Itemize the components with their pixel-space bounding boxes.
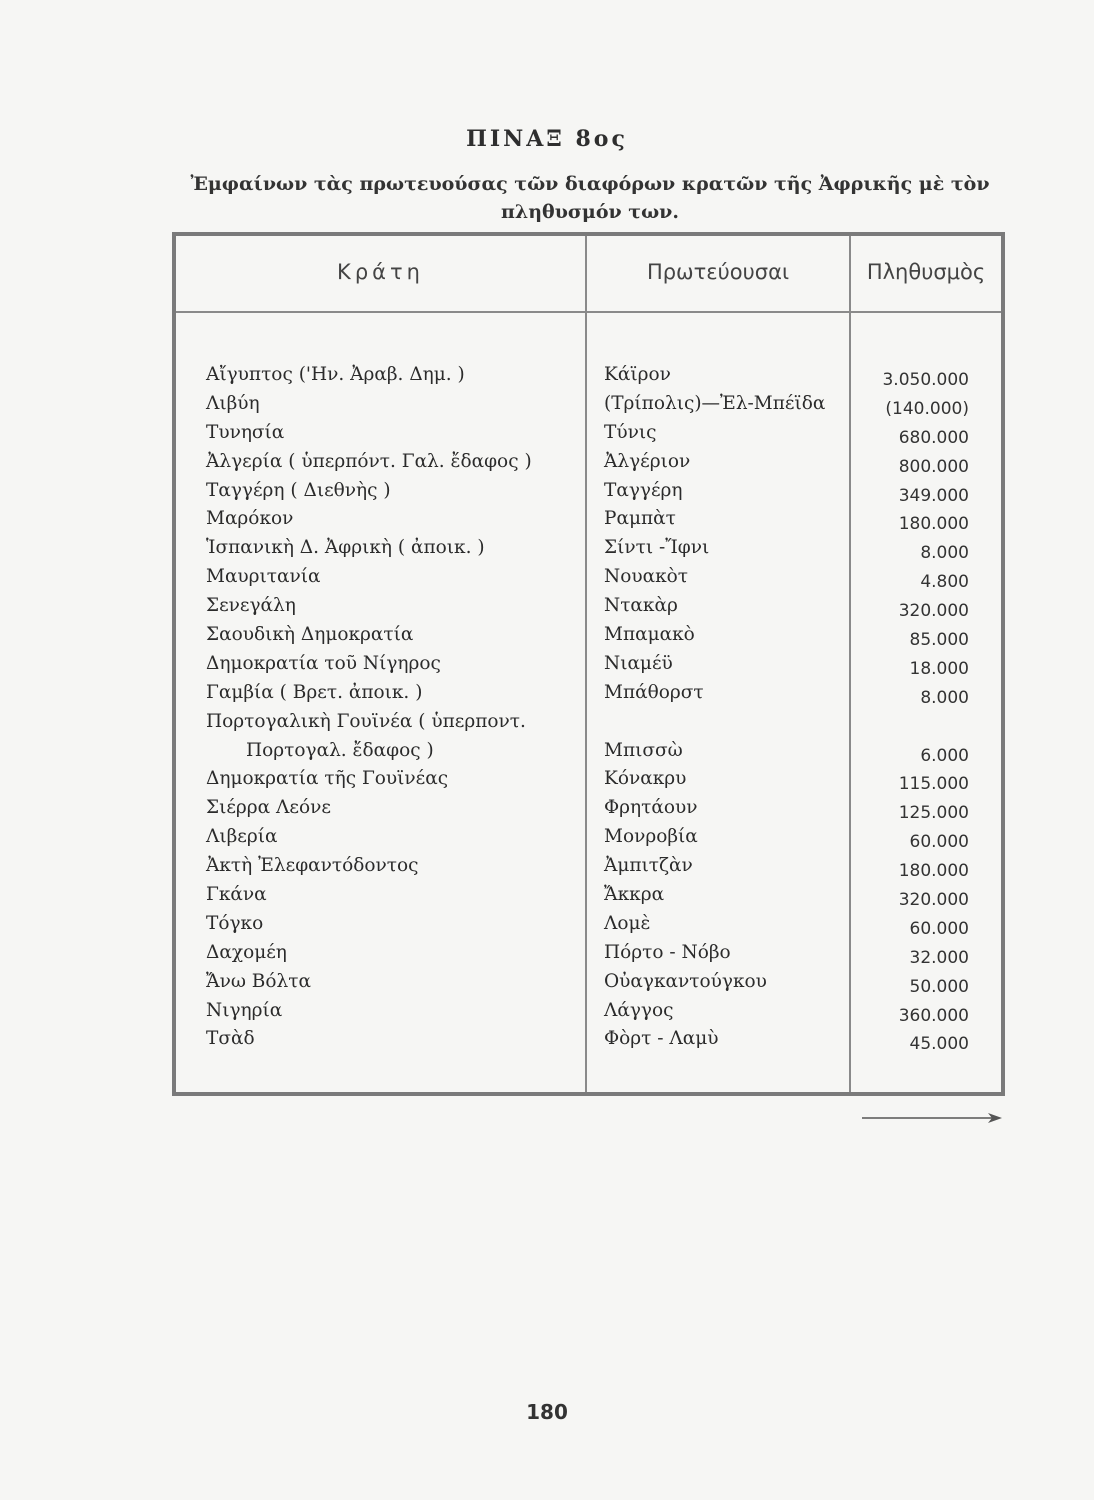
state-cell: Δημοκρατία τῆς Γουϊνέας <box>206 768 449 790</box>
table-row <box>176 884 1001 913</box>
state-cell: Τόγκο <box>206 912 264 934</box>
state-cell: Γαμβία ( Βρετ. ἀποικ. ) <box>206 681 423 703</box>
table-row <box>176 624 1001 653</box>
state-cell: Ἀλγερία ( ὑπερπόντ. Γαλ. ἔδαφος ) <box>206 450 532 472</box>
table-row <box>176 422 1001 451</box>
table-row <box>176 682 1001 711</box>
population-cell: 8.000 <box>920 543 969 564</box>
capital-cell: Οὐαγκαντούγκου <box>604 970 767 992</box>
table-row <box>176 711 1001 740</box>
population-cell: 6.000 <box>920 745 969 766</box>
population-cell: 180.000 <box>898 861 969 882</box>
population-cell: 60.000 <box>909 832 969 853</box>
caption-line-2: πληθυσμόν των. <box>501 201 679 223</box>
table-row <box>176 913 1001 942</box>
table-body <box>176 364 1001 1057</box>
header-population: Πληθυσμὸς <box>866 260 986 284</box>
population-cell: 32.000 <box>909 947 969 968</box>
population-cell: (140.000) <box>885 398 969 419</box>
table-row <box>176 942 1001 971</box>
header-divider <box>176 311 1001 313</box>
table-row <box>176 480 1001 509</box>
state-cell: Σαουδικὴ Δημοκρατία <box>206 624 414 646</box>
state-cell: Δαχομέη <box>206 941 287 963</box>
caption-line-1: Ἐμφαίνων τὰς πρωτευούσας τῶν διαφόρων κρατῶν τῆς Ἀφρικῆς μὲ τὸν <box>190 173 990 195</box>
table-row <box>176 1000 1001 1029</box>
capital-cell: Μονροβία <box>604 826 698 848</box>
page-number: 180 <box>526 1400 568 1424</box>
table-row <box>176 364 1001 393</box>
capital-cell: Τύνις <box>604 421 657 443</box>
state-cell: Γκάνα <box>206 884 267 906</box>
state-cell: Ἄνω Βόλτα <box>206 970 311 992</box>
table-row <box>176 1028 1001 1057</box>
state-cell: Τσὰδ <box>206 1028 255 1050</box>
capital-cell: Μπισσὼ <box>604 739 683 761</box>
table-row <box>176 971 1001 1000</box>
state-cell: Λιβερία <box>206 826 278 848</box>
state-cell: Λιβύη <box>206 392 260 414</box>
table-row <box>176 595 1001 624</box>
capital-cell: Λομὲ <box>604 912 651 934</box>
capital-cell: Μπαμακὸ <box>604 624 695 646</box>
population-cell: 125.000 <box>898 803 969 824</box>
table-row <box>176 797 1001 826</box>
capital-cell: Φὸρτ - Λαμὺ <box>604 1028 719 1050</box>
capital-cell: Σίντι -Ἴφνι <box>604 537 710 559</box>
table-row <box>176 653 1001 682</box>
population-cell: 115.000 <box>898 774 969 795</box>
population-cell: 50.000 <box>909 976 969 997</box>
continue-arrow-icon <box>862 1112 1002 1124</box>
table-row <box>176 740 1001 769</box>
population-cell: 45.000 <box>909 1034 969 1055</box>
state-cell: Σενεγάλη <box>206 595 296 617</box>
population-cell: 680.000 <box>898 427 969 448</box>
capital-cell: Ταγγέρη <box>604 479 683 501</box>
population-cell: 3.050.000 <box>882 370 969 390</box>
table-caption <box>190 170 990 226</box>
capital-cell: Λάγγος <box>604 999 674 1021</box>
capital-cell: Ραμπὰτ <box>604 508 676 530</box>
state-cell: Πορτογαλ. ἔδαφος ) <box>246 739 434 761</box>
capital-cell: Ντακὰρ <box>604 595 678 617</box>
population-cell: 800.000 <box>898 456 969 477</box>
state-cell: Τυνησία <box>206 421 285 443</box>
capital-cell: Ἀλγέριον <box>604 450 691 472</box>
population-cell: 320.000 <box>898 890 969 911</box>
table-row <box>176 451 1001 480</box>
table-row <box>176 537 1001 566</box>
population-cell: 180.000 <box>898 514 969 535</box>
table-row <box>176 393 1001 422</box>
header-states: Κράτη <box>337 260 424 284</box>
population-cell: 360.000 <box>898 1005 969 1026</box>
capital-cell: Νιαμέϋ <box>604 652 673 674</box>
population-cell: 4.800 <box>920 572 969 593</box>
page-title: ΠΙΝΑΞ 8ος <box>466 126 628 152</box>
population-cell: 8.000 <box>920 687 969 708</box>
table-row <box>176 566 1001 595</box>
population-cell: 85.000 <box>909 630 969 651</box>
population-table <box>172 232 1005 1096</box>
population-cell: 60.000 <box>909 918 969 939</box>
capital-cell: Ἀμπιτζὰν <box>604 855 693 877</box>
state-cell: Ἱσπανικὴ Δ. Ἀφρικὴ ( ἀποικ. ) <box>206 537 485 559</box>
capital-cell: Κάϊρον <box>604 364 671 385</box>
table-row <box>176 508 1001 537</box>
capital-cell: Ἄκκρα <box>604 884 665 906</box>
state-cell: Σιέρρα Λεόνε <box>206 797 331 819</box>
state-cell: Μαρόκον <box>206 508 294 530</box>
population-cell: 320.000 <box>898 601 969 622</box>
table-row <box>176 855 1001 884</box>
header-capitals: Πρωτεύουσαι <box>646 260 790 284</box>
table-row <box>176 826 1001 855</box>
capital-cell: Φρητάουν <box>604 797 698 819</box>
state-cell: Δημοκρατία τοῦ Νίγηρος <box>206 652 441 674</box>
state-cell: Νιγηρία <box>206 999 283 1021</box>
state-cell: Ταγγέρη ( Διεθνὴς ) <box>206 479 391 501</box>
capital-cell: Κόνακρυ <box>604 768 687 790</box>
table-row <box>176 768 1001 797</box>
capital-cell: Πόρτο - Νόβο <box>604 941 731 963</box>
state-cell: Αἴγυπτος ('Ην. Ἀραβ. Δημ. ) <box>206 364 465 385</box>
state-cell: Ἀκτὴ Ἐλεφαντόδοντος <box>206 855 419 877</box>
capital-cell: Νουακὸτ <box>604 566 688 588</box>
capital-cell: Μπάθορστ <box>604 681 704 703</box>
population-cell: 18.000 <box>909 658 969 679</box>
state-cell: Πορτογαλικὴ Γουϊνέα ( ὑπερποντ. <box>206 710 526 732</box>
capital-cell: (Τρίπολις)—Ἐλ-Μπέϊδα <box>604 392 826 414</box>
population-cell: 349.000 <box>898 485 969 506</box>
state-cell: Μαυριτανία <box>206 566 321 588</box>
